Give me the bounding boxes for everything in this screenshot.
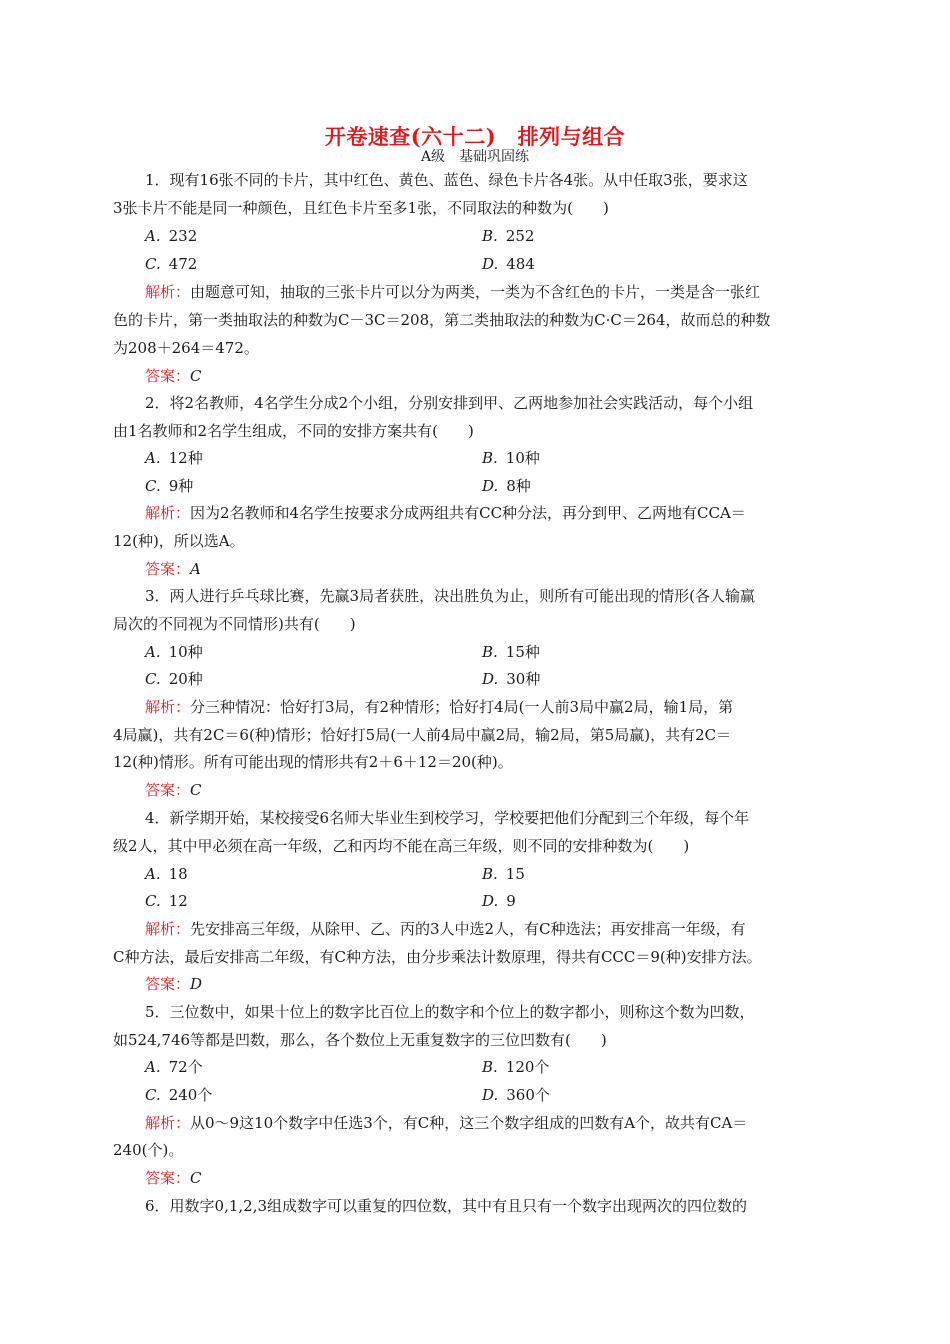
q5-stem-line2: 如524,746等都是凹数，那么，各个数位上无重复数字的三位凹数有( ) xyxy=(113,1031,607,1049)
q5-analysis-line2: 240(个)。 xyxy=(113,1141,184,1159)
q3-option-b: B. 15种 xyxy=(482,643,540,661)
page-subtitle: A级 基础巩固练 xyxy=(420,149,530,165)
q3-analysis-line1: 解析：分三种情况：恰好打3局，有2种情形；恰好打4局(一人前3局中赢2局，输1局，第 xyxy=(145,698,734,716)
q1-analysis-line3: 为208＋264＝472。 xyxy=(113,339,259,357)
q1-analysis-line2: 色的卡片，第一类抽取法的种数为C－3C＝208，第二类抽取法的种数为C·C＝264，故而总的种数 xyxy=(113,311,771,329)
q2-analysis-line2: 12(种)，所以选A。 xyxy=(113,532,245,550)
q2-stem-line2: 由1名教师和2名学生组成，不同的安排方案共有( ) xyxy=(113,422,474,440)
analysis-label: 解析： xyxy=(145,698,191,716)
answer-label: 答案： xyxy=(145,560,191,578)
q6-stem-line1: 6．用数字0,1,2,3组成数字可以重复的四位数，其中有且只有一个数字出现两次的四位数的 xyxy=(145,1197,748,1215)
q4-analysis-line2: C种方法，最后安排高二年级，有C种方法，由分步乘法计数原理，得共有CCC＝9(种)安排方法。 xyxy=(113,948,762,966)
q2-option-a: A. 12种 xyxy=(145,449,203,467)
analysis-label: 解析： xyxy=(145,283,191,301)
analysis-label: 解析： xyxy=(145,920,191,938)
q3-analysis-line3: 12(种)情形。所有可能出现的情形共有2＋6＋12＝20(种)。 xyxy=(113,753,513,771)
q3-option-a: A. 10种 xyxy=(145,643,203,661)
q4-option-d: D. 9 xyxy=(482,892,516,910)
q4-option-a: A. 18 xyxy=(145,865,188,883)
q4-analysis-line1: 解析：先安排高三年级，从除甲、乙、丙的3人中选2人，有C种选法；再安排高一年级，有 xyxy=(145,920,746,938)
q2-analysis-line1: 解析：因为2名教师和4名学生按要求分成两组共有CC种分法，再分到甲、乙两地有CCA＝ xyxy=(145,504,746,522)
q5-option-d: D. 360个 xyxy=(482,1086,550,1104)
answer-label: 答案： xyxy=(145,1169,191,1187)
q4-answer: 答案：D xyxy=(145,975,203,993)
q2-option-d: D. 8种 xyxy=(482,477,531,495)
q2-option-c: C. 9种 xyxy=(145,477,194,495)
q5-option-c: C. 240个 xyxy=(145,1086,213,1104)
answer-label: 答案： xyxy=(145,781,191,799)
q3-analysis-line2: 4局赢)，共有2C＝6(种)情形；恰好打5局(一人前4局中赢2局，输2局，第5局赢)，共有2C＝ xyxy=(113,726,732,744)
q1-stem-line1: 1．现有16张不同的卡片，其中红色、黄色、蓝色、绿色卡片各4张。从中任取3张，要求这 xyxy=(145,171,748,189)
q1-stem-line2: 3张卡片不能是同一种颜色，且红色卡片至多1张，不同取法的种数为( ) xyxy=(113,199,609,217)
q1-analysis-line1: 解析：由题意可知，抽取的三张卡片可以分为两类，一类为不含红色的卡片，一类是含一张红 xyxy=(145,283,761,301)
q4-stem-line1: 4．新学期开始，某校接受6名师大毕业生到校学习，学校要把他们分配到三个年级，每个年 xyxy=(145,809,750,827)
q5-option-a: A. 72个 xyxy=(145,1058,203,1076)
q1-option-b: B. 252 xyxy=(482,227,535,245)
page-title: 开卷速查(六十二) 排列与组合 xyxy=(324,124,626,149)
q5-analysis-line1: 解析：从0～9这10个数字中任选3个，有C种，这三个数字组成的凹数有A个，故共有CA＝ xyxy=(145,1114,748,1132)
analysis-label: 解析： xyxy=(145,1114,191,1132)
q2-stem-line1: 2．将2名教师，4名学生分成2个小组，分别安排到甲、乙两地参加社会实践活动，每个小组 xyxy=(145,394,754,412)
q3-option-c: C. 20种 xyxy=(145,670,203,688)
q1-option-a: A. 232 xyxy=(145,227,198,245)
q2-answer: 答案：A xyxy=(145,560,201,578)
q5-option-b: B. 120个 xyxy=(482,1058,550,1076)
q5-stem-line1: 5．三位数中，如果十位上的数字比百位上的数字和个位上的数字都小，则称这个数为凹数， xyxy=(145,1003,755,1021)
q4-option-c: C. 12 xyxy=(145,892,188,910)
q2-option-b: B. 10种 xyxy=(482,449,540,467)
analysis-label: 解析： xyxy=(145,504,191,522)
q5-answer: 答案：C xyxy=(145,1169,202,1187)
q4-stem-line2: 级2人，其中甲必须在高一年级，乙和丙均不能在高三年级，则不同的安排种数为( ) xyxy=(113,837,690,855)
q1-option-d: D. 484 xyxy=(482,255,535,273)
q3-stem-line1: 3．两人进行乒乓球比赛，先赢3局者获胜，决出胜负为止，则所有可能出现的情形(各人输赢 xyxy=(145,587,755,605)
q4-option-b: B. 15 xyxy=(482,865,525,883)
q3-option-d: D. 30种 xyxy=(482,670,541,688)
q3-stem-line2: 局次的不同视为不同情形)共有( ) xyxy=(113,615,356,633)
q1-answer: 答案：C xyxy=(145,367,202,385)
answer-label: 答案： xyxy=(145,367,191,385)
q3-answer: 答案：C xyxy=(145,781,202,799)
answer-label: 答案： xyxy=(145,975,191,993)
q1-option-c: C. 472 xyxy=(145,255,198,273)
